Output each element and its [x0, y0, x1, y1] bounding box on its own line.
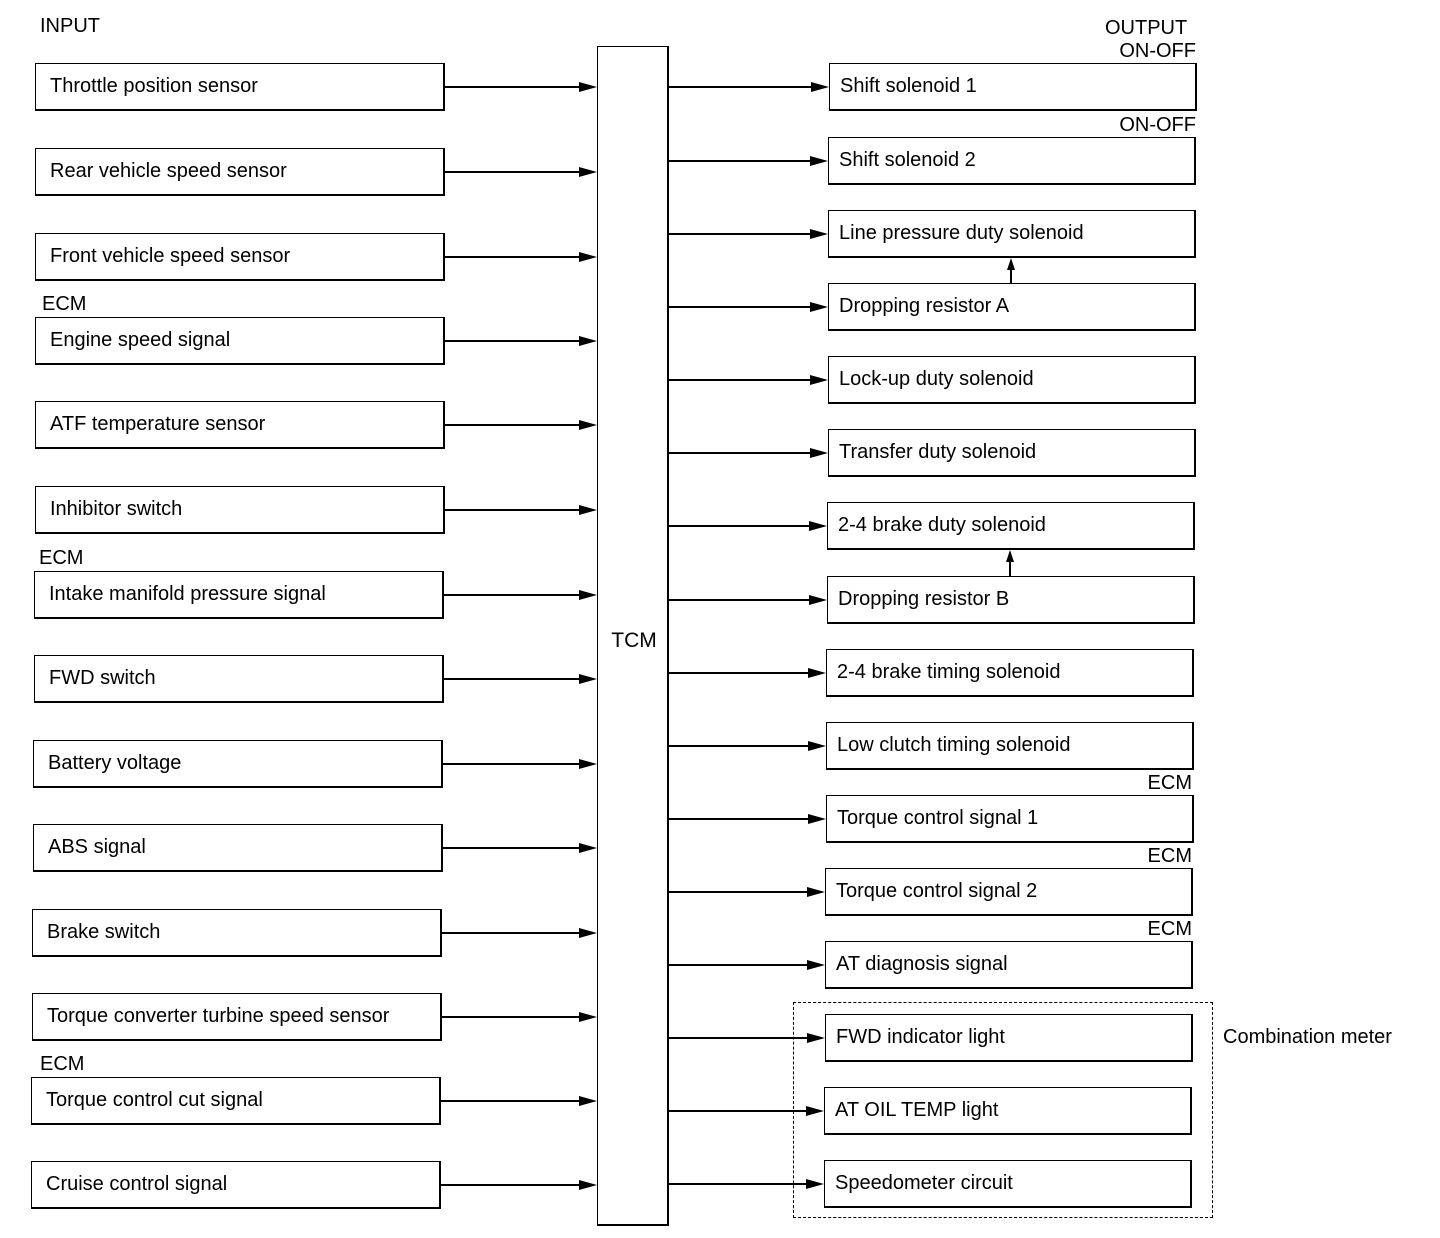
input-rear-vehicle-speed-sensor: Rear vehicle speed sensor [35, 148, 445, 196]
input-arrow [445, 167, 597, 177]
input-arrow [443, 843, 597, 853]
output-signal-tag: ECM [1147, 845, 1192, 867]
input-cruise-control-signal: Cruise control signal [31, 1161, 441, 1209]
output-arrow [669, 156, 828, 166]
input-engine-speed-signal: Engine speed signal [35, 317, 445, 365]
input-source-tag: ECM [39, 547, 84, 569]
input-torque-control-cut-signal: Torque control cut signal [31, 1077, 441, 1125]
output-arrow [669, 595, 827, 605]
input-arrow [441, 1096, 597, 1106]
output-arrow [669, 448, 828, 458]
input-header: INPUT [40, 15, 100, 37]
output-lock-up-duty-solenoid: Lock-up duty solenoid [828, 356, 1196, 404]
input-arrow [442, 928, 597, 938]
output-arrow [669, 960, 825, 970]
input-atf-temperature-sensor: ATF temperature sensor [35, 401, 445, 449]
output-signal-tag: ECM [1147, 918, 1192, 940]
input-arrow [444, 590, 597, 600]
output-speedometer-circuit: Speedometer circuit [824, 1160, 1192, 1208]
output-arrow [669, 229, 828, 239]
output-arrow [669, 302, 828, 312]
output-at-oil-temp-light: AT OIL TEMP light [824, 1087, 1192, 1135]
output-signal-tag: ON-OFF [1119, 114, 1196, 136]
input-front-vehicle-speed-sensor: Front vehicle speed sensor [35, 233, 445, 281]
input-arrow [441, 1180, 597, 1190]
input-arrow [445, 336, 597, 346]
output-signal-tag: ECM [1147, 772, 1192, 794]
input-throttle-position-sensor: Throttle position sensor [35, 63, 445, 111]
output-header: OUTPUT [1105, 17, 1188, 39]
output-low-clutch-timing-solenoid: Low clutch timing solenoid [826, 722, 1194, 770]
tcm-block [597, 46, 669, 1226]
resistor-a-link-arrow [1007, 258, 1015, 283]
input-battery-voltage: Battery voltage [33, 740, 443, 788]
resistor-b-link-arrow [1006, 550, 1014, 576]
input-arrow [442, 1012, 597, 1022]
input-fwd-switch: FWD switch [34, 655, 444, 703]
output-arrow [669, 668, 826, 678]
input-arrow [444, 674, 597, 684]
output-dropping-resistor-a: Dropping resistor A [828, 283, 1196, 331]
output-arrow [669, 521, 827, 531]
output-2-4-brake-duty-solenoid: 2-4 brake duty solenoid [827, 502, 1195, 550]
input-inhibitor-switch: Inhibitor switch [35, 486, 445, 534]
input-source-tag: ECM [42, 293, 87, 315]
output-arrow [669, 82, 829, 92]
input-arrow [443, 759, 597, 769]
output-line-pressure-duty-solenoid: Line pressure duty solenoid [828, 210, 1196, 258]
input-arrow [445, 505, 597, 515]
input-abs-signal: ABS signal [33, 824, 443, 872]
input-arrow [445, 252, 597, 262]
combination-meter-label: Combination meter [1223, 1026, 1392, 1048]
input-source-tag: ECM [40, 1053, 85, 1075]
input-arrow [445, 82, 597, 92]
output-arrow [669, 887, 825, 897]
output-arrow [669, 814, 826, 824]
output-fwd-indicator-light: FWD indicator light [825, 1014, 1193, 1062]
input-arrow [445, 420, 597, 430]
output-transfer-duty-solenoid: Transfer duty solenoid [828, 429, 1196, 477]
output-signal-tag: ON-OFF [1119, 40, 1196, 62]
tcm-label: TCM [611, 629, 657, 652]
output-dropping-resistor-b: Dropping resistor B [827, 576, 1195, 624]
output-torque-control-signal-2: Torque control signal 2 [825, 868, 1193, 916]
output-arrow [669, 741, 826, 751]
output-at-diagnosis-signal: AT diagnosis signal [825, 941, 1193, 989]
output-torque-control-signal-1: Torque control signal 1 [826, 795, 1194, 843]
input-torque-converter-turbine-speed-sensor: Torque converter turbine speed sensor [32, 993, 442, 1041]
input-intake-manifold-pressure-signal: Intake manifold pressure signal [34, 571, 444, 619]
output-2-4-brake-timing-solenoid: 2-4 brake timing solenoid [826, 649, 1194, 697]
output-arrow [669, 375, 828, 385]
output-shift-solenoid-2: Shift solenoid 2 [828, 137, 1196, 185]
input-brake-switch: Brake switch [32, 909, 442, 957]
output-shift-solenoid-1: Shift solenoid 1 [829, 63, 1197, 111]
